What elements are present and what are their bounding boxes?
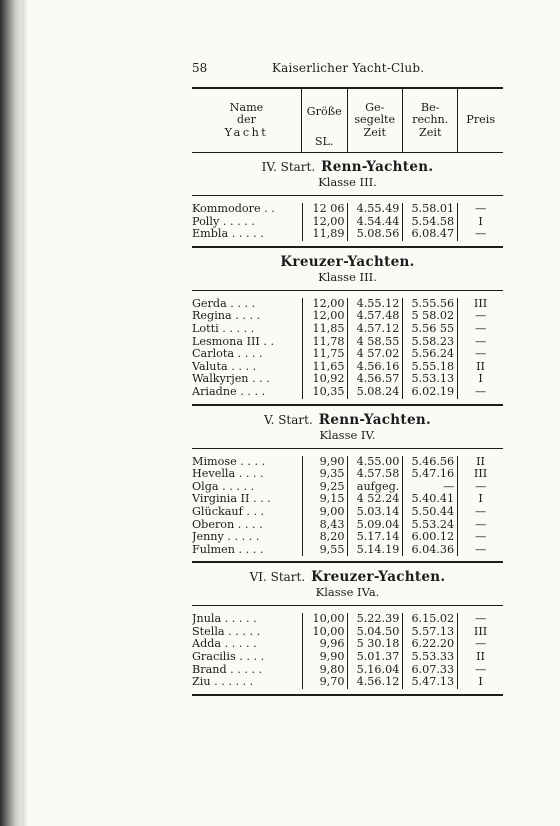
cell-sailed-time: 5 30.18 (356, 637, 400, 651)
section-rows (192, 291, 503, 404)
section-heading (192, 406, 503, 443)
cell-sailed-time: 5.22.39 (356, 612, 400, 626)
page-gutter (22, 0, 28, 826)
cell-name: Embla . . . . . (192, 228, 264, 241)
section-title (192, 159, 503, 175)
cell-sailed-time: 4.57.12 (356, 321, 400, 335)
section-heading (192, 563, 503, 600)
section-start-label: V. Start. (264, 412, 313, 427)
col-header-name-line: der (236, 113, 257, 127)
column-calculated-time (402, 456, 457, 557)
section-start-label: IV. Start. (261, 160, 316, 174)
section-rows (192, 606, 503, 694)
section-class: Klasse IVa. (315, 585, 380, 600)
col-header-sailed-time (347, 89, 402, 152)
cell-prize: — (474, 347, 487, 361)
page-number: 58 (192, 61, 208, 75)
cell-name: Lesmona III . . (192, 335, 275, 348)
cell-prize: I (478, 372, 483, 386)
cell-name: Valuta . . . . (192, 360, 257, 373)
cell-calculated-time: 5.54.58 (411, 214, 455, 228)
cell-calculated-time: 5.53.24 (411, 517, 455, 531)
col-header-calc-line: Be- (420, 101, 440, 115)
cell-prize: — (474, 530, 487, 544)
cell-size: 11,85 (312, 321, 345, 335)
cell-calculated-time: 6.08.47 (411, 227, 455, 241)
cell-sailed-time: 4.57.48 (356, 309, 400, 323)
cell-sailed-time: 4.57.58 (356, 467, 400, 481)
cell-sailed-time: 4.55.00 (356, 454, 400, 468)
results-table (192, 87, 503, 696)
cell-size: 11,75 (312, 347, 345, 361)
cell-prize: — (474, 504, 487, 518)
cell-calculated-time: 5.50.44 (411, 504, 455, 518)
cell-calculated-time: 5.55.18 (411, 359, 455, 373)
cell-calculated-time: 5.47.16 (411, 467, 455, 481)
cell-sailed-time: 4.55.49 (356, 202, 400, 215)
race-section (192, 248, 503, 406)
section-rows (192, 449, 503, 562)
cell-name: Regina . . . . (192, 310, 261, 323)
column-size (302, 456, 348, 557)
cell-calculated-time: 5.40.41 (411, 492, 455, 506)
cell-calculated-time: 5.55.56 (411, 296, 455, 310)
cell-calculated-time: 6.02.19 (411, 384, 455, 398)
cell-prize: II (476, 359, 485, 373)
cell-name: Jenny . . . . . (192, 531, 260, 544)
col-header-calculated-time (402, 89, 457, 152)
section-yacht-type: Kreuzer-Yachten. (280, 253, 415, 270)
cell-sailed-time: 4.56.57 (356, 372, 400, 386)
cell-size: 10,00 (312, 612, 345, 626)
cell-size: 9,90 (319, 650, 345, 664)
cell-name: Oberon . . . . (192, 518, 263, 531)
cell-calculated-time: 5.53.13 (411, 372, 455, 386)
cell-calculated-time: 5.56 55 (411, 321, 455, 335)
cell-calculated-time: — (442, 479, 455, 493)
cell-prize: — (474, 637, 487, 651)
column-size (302, 203, 348, 241)
cell-name: Olga . . . . . (192, 480, 255, 493)
column-sailed-time (347, 203, 402, 241)
cell-prize: — (474, 309, 487, 323)
cell-size: 11,78 (312, 334, 345, 348)
cell-size: 10,92 (312, 372, 345, 386)
col-header-size-unit: SL. (314, 134, 334, 148)
cell-size: 8,43 (319, 517, 345, 531)
cell-size: 9,80 (319, 662, 345, 676)
cell-size: 12,00 (312, 309, 345, 323)
race-section (192, 406, 503, 564)
cell-prize: — (474, 662, 487, 676)
cell-size: 10,00 (312, 624, 345, 638)
cell-name: Mimose . . . . (192, 455, 266, 468)
column-sailed-time (347, 613, 402, 689)
section-class: Klasse III. (318, 269, 377, 284)
cell-calculated-time: 5.46.56 (411, 454, 455, 468)
section-yacht-type: Renn-Yachten. (318, 411, 431, 428)
col-header-name (192, 89, 301, 152)
cell-sailed-time: 4 57.02 (356, 347, 400, 361)
column-name (192, 456, 302, 557)
cell-calculated-time: 5.47.13 (411, 675, 455, 689)
section-heading (192, 153, 503, 190)
section-yacht-type: Kreuzer-Yachten. (311, 569, 446, 586)
cell-name: Jnula . . . . . (192, 613, 257, 626)
cell-sailed-time: 4.56.16 (356, 359, 400, 373)
cell-prize: I (478, 214, 483, 228)
cell-sailed-time: 5.03.14 (356, 504, 400, 518)
section-title (192, 254, 503, 270)
column-sailed-time (347, 298, 402, 399)
cell-size: 9,96 (319, 637, 345, 651)
col-header-sailed-line: segelte (354, 113, 396, 127)
cell-prize: I (478, 675, 483, 689)
column-size (302, 613, 348, 689)
cell-size: 9,00 (319, 504, 345, 518)
column-name (192, 203, 302, 241)
cell-size: 9,25 (319, 479, 345, 493)
cell-size: 8,20 (319, 530, 345, 544)
cell-size: 9,90 (319, 454, 345, 468)
cell-sailed-time: aufgeg. (356, 479, 400, 493)
cell-sailed-time: 5.09.04 (356, 517, 400, 531)
cell-calculated-time: 6.15.02 (411, 612, 455, 626)
cell-sailed-time: 4.54.44 (356, 214, 400, 228)
cell-name: Walkyrjen . . . (192, 373, 270, 386)
cell-calculated-time: 5 58.02 (411, 309, 455, 323)
cell-calculated-time: 5.56.24 (411, 347, 455, 361)
cell-sailed-time: 5.17.14 (356, 530, 400, 544)
col-header-prize (457, 89, 503, 152)
cell-name: Virginia II . . . (192, 493, 271, 506)
column-prize (457, 203, 503, 241)
col-header-sailed-line: Ge- (365, 101, 385, 115)
table-column-headers (192, 89, 503, 153)
book-spine-shadow (0, 0, 22, 826)
cell-calculated-time: 5.53.33 (411, 650, 455, 664)
cell-name: Lotti . . . . . (192, 322, 255, 335)
cell-name: Hevella . . . . (192, 468, 264, 481)
cell-size: 12,00 (312, 296, 345, 310)
cell-prize: — (474, 321, 487, 335)
cell-calculated-time: 6.07.33 (411, 662, 455, 676)
col-header-calc-line: Zeit (418, 125, 442, 139)
cell-size: 9,35 (319, 467, 345, 481)
cell-prize: — (474, 612, 487, 626)
cell-sailed-time: 4.55.12 (356, 296, 400, 310)
cell-name: Glückauf . . . (192, 505, 265, 518)
cell-sailed-time: 4.56.12 (356, 675, 400, 689)
column-calculated-time (402, 613, 457, 689)
section-title (192, 569, 503, 585)
section-class: Klasse IV. (319, 427, 376, 442)
cell-name: Kommodore . . (192, 203, 275, 215)
col-header-name-line: Name (229, 101, 264, 115)
cell-sailed-time: 5.08.24 (356, 384, 400, 398)
cell-calculated-time: 6.00.12 (411, 530, 455, 544)
cell-name: Carlota . . . . (192, 348, 263, 361)
cell-prize: I (478, 492, 483, 506)
race-section (192, 153, 503, 248)
cell-prize: — (474, 334, 487, 348)
section-heading (192, 248, 503, 285)
col-header-name-line: Yacht (224, 125, 269, 139)
cell-sailed-time: 4 58.55 (356, 334, 400, 348)
cell-size: 12,00 (312, 214, 345, 228)
cell-name: Ziu . . . . . . (192, 676, 254, 689)
cell-sailed-time: 4 52.24 (356, 492, 400, 506)
cell-sailed-time: 5.14.19 (356, 542, 400, 556)
section-start-label: VI. Start. (249, 570, 306, 585)
column-prize (457, 456, 503, 557)
column-calculated-time (402, 298, 457, 399)
cell-prize: — (474, 384, 487, 398)
cell-calculated-time: 5.58.23 (411, 334, 455, 348)
cell-calculated-time: 5.57.13 (411, 624, 455, 638)
cell-size: 11,89 (312, 227, 345, 241)
cell-size: 9,70 (319, 675, 345, 689)
cell-name: Fulmen . . . . (192, 543, 264, 556)
cell-prize: III (473, 296, 488, 310)
section-bottom-rule (192, 694, 503, 696)
cell-sailed-time: 5.04.50 (356, 624, 400, 638)
section-title (192, 412, 503, 428)
section-class: Klasse III. (318, 175, 377, 189)
cell-name: Gerda . . . . (192, 297, 256, 310)
running-title: Kaiserlicher Yacht-Club. (272, 61, 425, 75)
cell-name: Brand . . . . . (192, 663, 263, 676)
column-prize (457, 298, 503, 399)
cell-size: 11,65 (312, 359, 345, 373)
col-header-prize-line: Preis (466, 113, 496, 127)
section-yacht-type: Renn-Yachten. (321, 159, 434, 175)
column-calculated-time (402, 203, 457, 241)
cell-size: 10,35 (312, 384, 345, 398)
cell-prize: II (476, 454, 485, 468)
section-rows (192, 196, 503, 246)
column-name (192, 298, 302, 399)
cell-name: Gracilis . . . . (192, 651, 265, 664)
cell-prize: — (474, 202, 487, 215)
cell-calculated-time: 6.22.20 (411, 637, 455, 651)
cell-size: 9,15 (319, 492, 345, 506)
cell-calculated-time: 5.58.01 (411, 202, 455, 215)
cell-name: Polly . . . . . (192, 215, 255, 228)
page-header (192, 61, 502, 77)
cell-prize: — (474, 517, 487, 531)
cell-name: Stella . . . . . (192, 625, 261, 638)
column-prize (457, 613, 503, 689)
col-header-calc-line: rechn. (412, 113, 449, 127)
col-header-sailed-line: Zeit (363, 125, 386, 139)
cell-name: Adda . . . . . (192, 638, 257, 651)
cell-prize: II (476, 650, 485, 664)
cell-sailed-time: 5.01.37 (356, 650, 400, 664)
col-header-size-line: Größe (306, 105, 342, 118)
cell-prize: III (473, 467, 488, 481)
cell-sailed-time: 5.08.56 (356, 227, 400, 241)
cell-prize: — (474, 479, 487, 493)
cell-prize: III (473, 624, 488, 638)
column-size (302, 298, 348, 399)
cell-prize: — (474, 227, 487, 241)
table-sections (192, 153, 503, 696)
cell-calculated-time: 6.04.36 (411, 542, 455, 556)
cell-size: 12 06 (312, 202, 345, 215)
race-section (192, 563, 503, 696)
cell-prize: — (474, 542, 487, 556)
cell-sailed-time: 5.16.04 (356, 662, 400, 676)
cell-size: 9,55 (319, 542, 345, 556)
column-name (192, 613, 302, 689)
column-sailed-time (347, 456, 402, 557)
cell-name: Ariadne . . . . (192, 385, 266, 398)
col-header-size (301, 89, 347, 152)
